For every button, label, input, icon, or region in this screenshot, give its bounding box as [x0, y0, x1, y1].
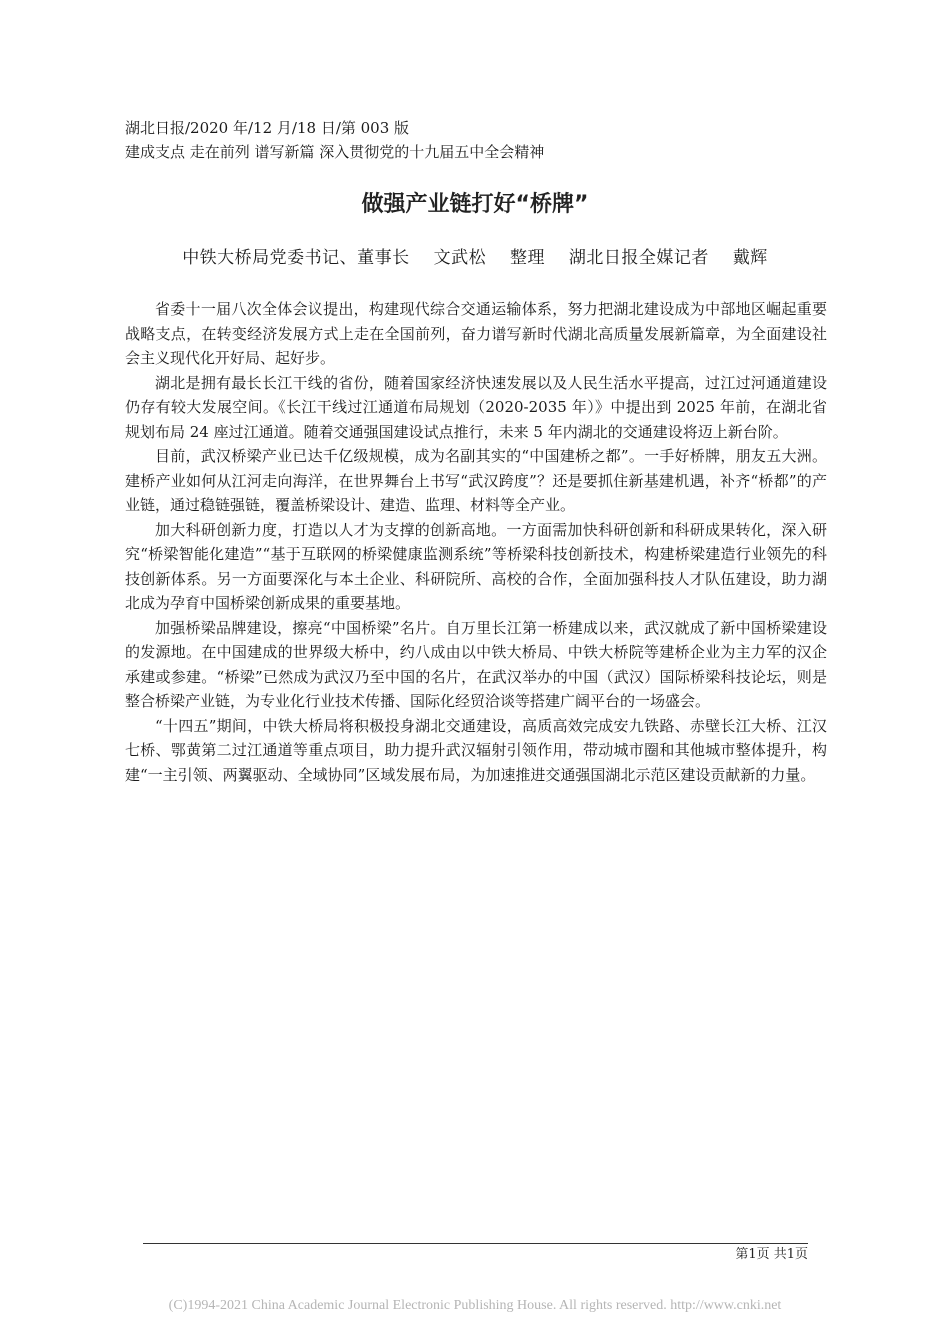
page-number: 第1页 共1页: [735, 1247, 808, 1262]
paragraph: 目前，武汉桥梁产业已达千亿级规模，成为名副其实的“中国建桥之都”。一手好桥牌，朋友五大洲。建桥产业如何从江河走向海洋，在世界舞台上书写“武汉跨度”？还是要抓住新基建机遇，补齐“桥都”的产业链，通过稳链强链，覆盖桥梁设计、建造、监理、材料等全产业。: [125, 447, 827, 514]
footer-divider: [143, 1243, 808, 1244]
paragraph: 加大科研创新力度，打造以人才为支撑的创新高地。一方面需加快科研创新和科研成果转化，深入研究“桥梁智能化建造”“基于互联网的桥梁健康监测系统”等桥梁科技创新技术，构建桥梁建造行业领先的科技创新体系。另一方面要深化与本土企业、科研院所、高校的合作，全面加强科技人才队伍建设，助力湖北成为孕育中国桥梁创新成果的重要基地。: [125, 520, 827, 612]
source-line: 湖北日报/2020 年/12 月/18 日/第 003 版: [125, 119, 410, 137]
column-line: 建成支点 走在前列 谱写新篇 深入贯彻党的十九届五中全会精神: [125, 143, 545, 161]
article-body: [125, 297, 827, 787]
paragraph: 湖北是拥有最长长江干线的省份，随着国家经济快速发展以及人民生活水平提高，过江过河通道建设仍存有较大发展空间。《长江干线过江通道布局规划（2020-2035 年）》中提出到 2025 年前，在湖北省规划布局 24 座过江通道。随着交通强国建设试点推行，未来 5 年内湖北的交通建设将迈上新台阶。: [125, 373, 827, 441]
byline: [0, 245, 950, 271]
byline-arranged: 整理: [510, 248, 545, 268]
author-name: 文武松: [433, 248, 487, 268]
paragraph: “十四五”期间，中铁大桥局将积极投身湖北交通建设，高质高效完成安九铁路、赤壁长江大桥、江汉七桥、鄂黄第二过江通道等重点项目，助力提升武汉辐射引领作用，带动城市圈和其他城市整体提升，构建“一主引领、两翼驱动、全域协同”区域发展布局，为加速推进交通强国湖北示范区建设贡献新的力量。: [125, 716, 827, 784]
author-position: 中铁大桥局党委书记、董事长: [182, 248, 410, 268]
paragraph: 省委十一届八次全体会议提出，构建现代综合交通运输体系，努力把湖北建设成为中部地区崛起重要战略支点，在转变经济发展方式上走在全国前列，奋力谱写新时代湖北高质量发展新篇章，为全面建设社会主义现代化开好局、起好步。: [125, 300, 827, 367]
paragraph: 加强桥梁品牌建设，擦亮“中国桥梁”名片。自万里长江第一桥建成以来，武汉就成了新中国桥梁建设的发源地。在中国建成的世界级大桥中，约八成由以中铁大桥局、中铁大桥院等建桥企业为主力军的汉企承建或参建。“桥梁”已然成为武汉乃至中国的名片，在武汉举办的中国（武汉）国际桥梁科技论坛，则是整合桥梁产业链，为专业化行业技术传播、国际化经贸洽谈等搭建广阔平台的一场盛会。: [125, 618, 827, 710]
copyright-watermark: (C)1994-2021 China Academic Journal Electronic Publishing House. All rights reserved. http://www.cnki.net: [168, 1298, 782, 1313]
reporter-title: 湖北日报全媒记者: [568, 248, 709, 268]
reporter-name: 戴辉: [732, 248, 768, 268]
article-title: 做强产业链打好“桥牌”: [361, 192, 589, 217]
